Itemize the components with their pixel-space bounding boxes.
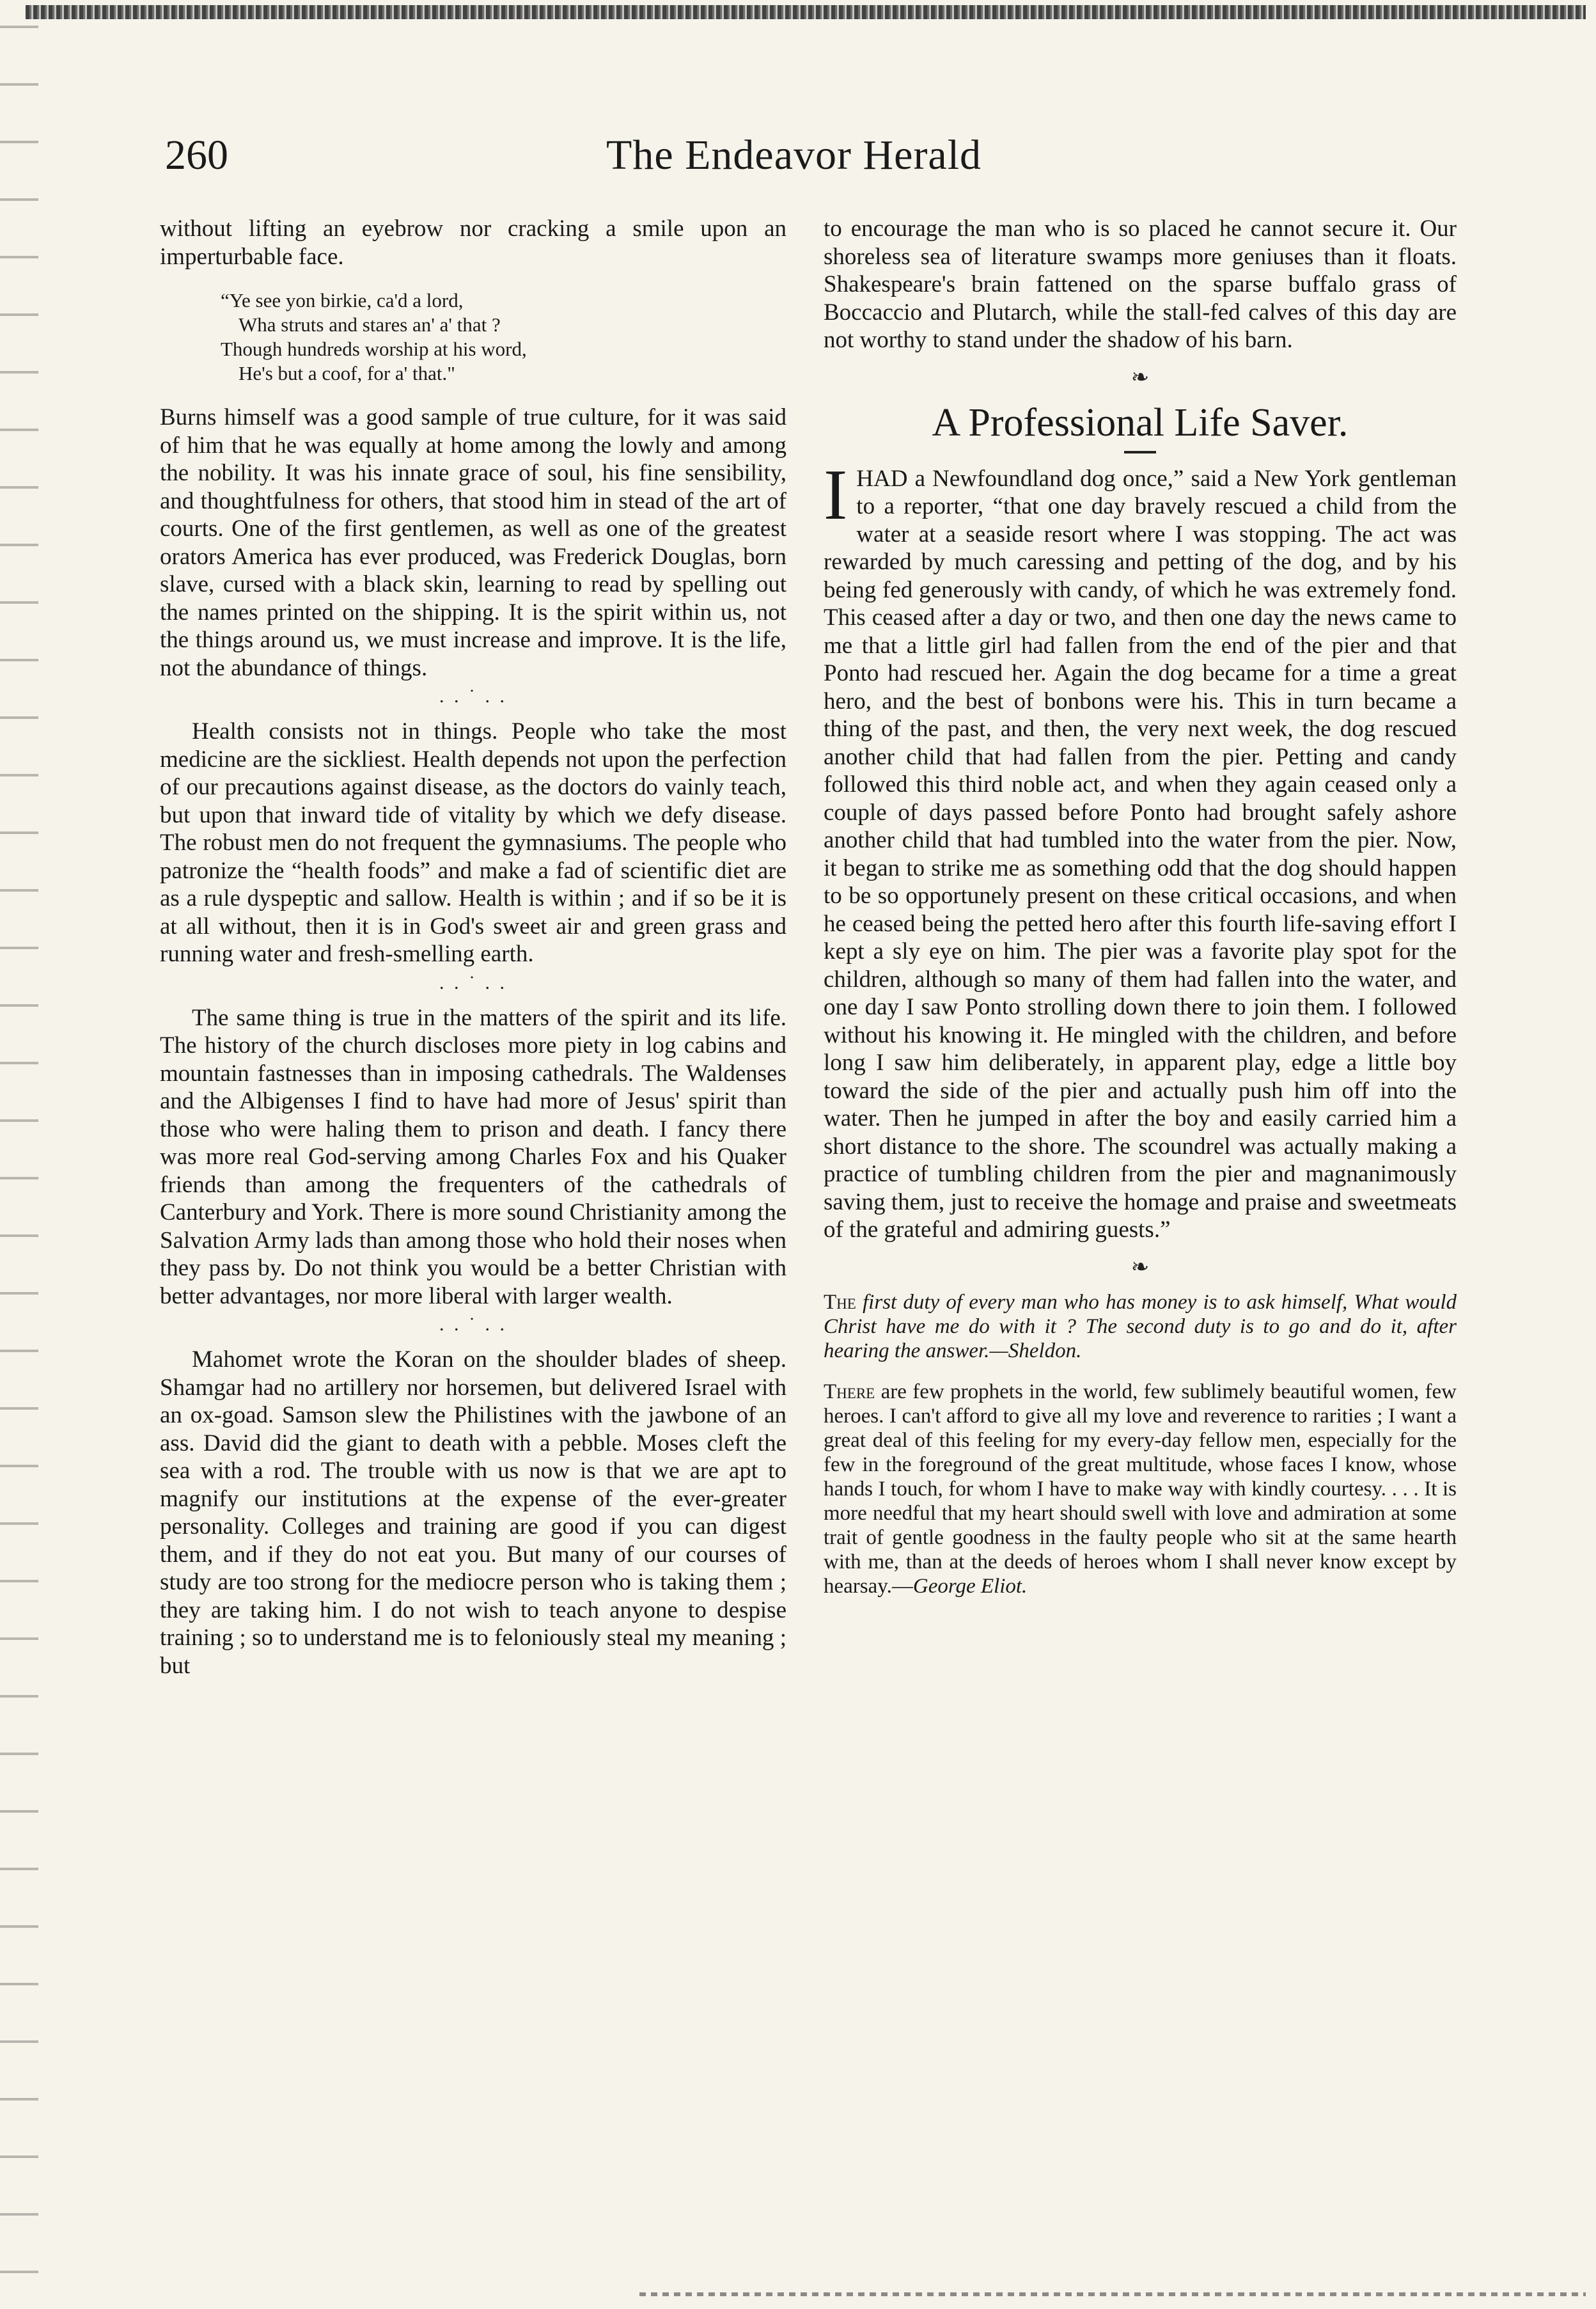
- story-text: HAD a Newfoundland dog once,” said a New York gentleman to a reporter, “that one day bravely rescued a child from the water at a seaside resort where I was stopping. The act was rewarded by much caressing and petting of the dog, and by his being fed generously with candy, of which he was extremely fond. This ceased after a day or two, and then one day the news came to me that a little girl had fallen from the end of the pier and that Ponto had rescued her. Again the dog became for a time a great hero, and the best of bonbons were his. This in turn became a thing of the past, and then, the very next week, the dog rescued another child that had fallen from the pier. Petting and candy followed this third noble act, and when they again ceased only a couple of days passed before Ponto had brought safely ashore another child that had tumbled into the water from the pier. Now, it began to strike me as something odd that the dog should happen to be so opportunely present on these critical occasions, and when he ceased being the petted hero after this fourth life-saving effort I kept a sly eye on him. The pier was a favorite play spot for the children, although so many of them had fallen into the water, and one day I saw Ponto strolling down there to join them. I followed without his knowing it. He mingled with the children, and before long I saw him deliberately, in apparent play, edge a little boy toward the side of the pier and actually push him off into the water. Then he jumped in after the boy and easily carried him a short distance to the shore. The scoundrel was actually making a practice of tumbling children from the pier and magnanimously saving them, just to receive the homage and praise and sweetmeats of the grateful and admiring guests.”: [824, 465, 1457, 1243]
- left-column: [160, 215, 786, 1680]
- section-separator: . . ˙ . .: [439, 1314, 507, 1335]
- section-separator: . . ˙ . .: [439, 686, 507, 707]
- right-paragraph-1: to encourage the man who is so placed he cannot secure it. Our shoreless sea of literature swamps more geniuses than it floats. Shakespeare's brain fattened on the sparse buffalo grass of Boccaccio and Plutarch, while the stall-fed calves of this day are not worthy to stand under the shadow of his barn.: [824, 216, 1457, 353]
- title-rule: [1124, 451, 1156, 453]
- left-paragraph-5: Mahomet wrote the Koran on the shoulder blades of sheep. Shamgar had no artillery nor horsemen, but delivered Israel with an ox-goad. Samson slew the Philistines with the jawbone of an ass. David did the giant to death with a pebble. Moses cleft the sea with a rod. The trouble with us now is that we are apt to magnify our institutions at the expense of the ever-greater personality. Colleges and training are good if you can digest them, and if they do not eat you. But many of our courses of study are too strong for the mediocre person who is taking them ; they are taking him. I do not wish to teach anyone to despise training ; so to understand me is to feloniously steal my meaning ; but: [160, 1346, 786, 1679]
- top-border-rule: [26, 5, 1586, 19]
- sheldon-quote: [824, 1290, 1457, 1363]
- verse-line: “Ye see yon birkie, ca'd a lord,: [221, 289, 464, 311]
- left-paragraph-3: Health consists not in things. People who take the most medicine are the sickliest. Health depends not upon the perfection of our precautions against disease, as the doctors do vainly teach, but upon that inward tide of vitality by which we defy disease. The robust men do not frequent the gymnasiums. The people who patronize the “health foods” and make a fad of scientific diet are as a rule dyspeptic and sallow. Health is within ; and if so be it is at all without, then it is in God's sweet air and green grass and running water and fresh-smelling earth.: [160, 718, 786, 967]
- left-page-edge: [0, 0, 38, 2309]
- drop-cap: I: [824, 455, 848, 535]
- quote-text: are few prophets in the world, few sublimely beautiful women, few heroes. I can't afford to give all my love and reverence to rarities ; I want a great deal of this feeling for my every-day fellow men, especially for the few in the foreground of the great multitude, whose faces I know, whose hands I touch, for whom I have to make way with kindly courtesy. . . . It is more needful that my heart should swell with love and admiration at some trait of gentle goodness in the faulty people who sit at the same hearth with me, than at the deeds of heroes whom I shall never know except by hearsay.—: [824, 1380, 1457, 1598]
- article-title: A Professional Life Saver.: [932, 400, 1349, 445]
- left-paragraph-2: Burns himself was a good sample of true culture, for it was said of him that he was equally at home among the lowly and among the nobility. It was his innate grace of soul, his fine sensibility, and thoughtfulness for others, that stood him in stead of the art of courts. One of the first gentlemen, as well as one of the greatest orators America has ever produced, was Frederick Douglas, born slave, cursed with a black skin, learning to read by spelling out the names printed on the shipping. It is the spirit within us, not the things around us, we must increase and improve. It is the life, not the abundance of things.: [160, 404, 786, 681]
- story-paragraph: [824, 455, 1457, 1244]
- left-paragraph-1: without lifting an eyebrow nor cracking a smile upon an imperturbable face.: [160, 216, 786, 270]
- section-separator: . . ˙ . .: [439, 972, 507, 993]
- left-paragraph-4: The same thing is true in the matters of the spirit and its life. The history of the church discloses more piety in log cabins and mountain fastnesses than in imposing cathedrals. The Waldenses and the Albigenses I find to have had more of Jesus' spirit than those who were haling them to prison and death. I fancy there was more real God-serving among Charles Fox and his Quaker friends than among the frequenters of the cathedrals of Canterbury and York. There is more sound Christianity among the Salvation Army lads than among those who hold their noses when they pass by. Do not think you would be a better Christian with better advantages, nor more liberal with larger wealth.: [160, 1004, 786, 1309]
- verse-line: He's but a coof, for a' that.": [239, 362, 455, 384]
- running-head: The Endeavor Herald: [606, 132, 982, 178]
- quote-lead-in: The: [824, 1290, 856, 1314]
- page-number: 260: [165, 132, 228, 178]
- verse-line: Wha struts and stares an' a' that ?: [239, 313, 501, 336]
- right-column: [824, 215, 1457, 1598]
- ornament-icon: ❧: [1130, 365, 1150, 390]
- page-header: [165, 131, 1457, 189]
- ornament-icon: ❧: [1130, 1255, 1150, 1279]
- verse-line: Though hundreds worship at his word,: [221, 338, 527, 360]
- eliot-quote: [824, 1380, 1457, 1598]
- bottom-border-rule: [639, 2292, 1586, 2296]
- burns-verse: [221, 288, 786, 386]
- quote-lead-in: There: [824, 1380, 875, 1403]
- quote-signature: Sheldon.: [1008, 1339, 1082, 1362]
- spacer: [824, 1363, 1457, 1380]
- quote-signature: George Eliot.: [912, 1574, 1028, 1598]
- quote-text: first duty of every man who has money is to ask himself, What would Christ have me do with it ? The second duty is to go and do it, after hearing the answer.—: [824, 1290, 1457, 1362]
